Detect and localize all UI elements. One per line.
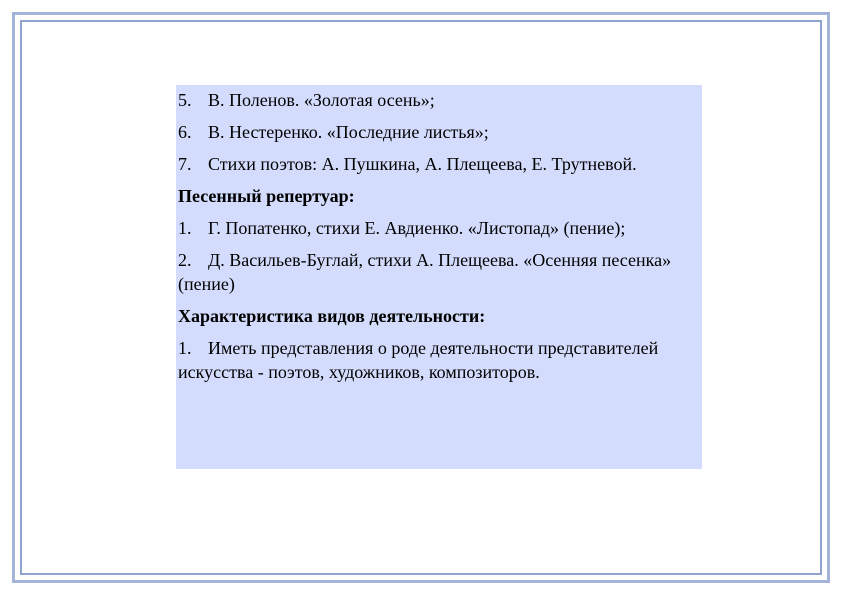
list-item [178,88,699,112]
list-item-text: В. Поленов. «Золотая осень»; [208,90,435,110]
list-item-number: 1. [178,218,192,238]
list-item-number: 7. [178,154,192,174]
list-item-text: Д. Васильев-Буглай, стихи А. Плещеева. «Осенняя песенка» (пение) [178,250,672,294]
list-item-text: Стихи поэтов: А. Пушкина, А. Плещеева, Е. Трутневой. [208,154,637,174]
song-repertoire-heading: Песенный репертуар: [178,186,355,206]
content-text-box [176,85,702,469]
list-item-number: 6. [178,122,192,142]
list-item-text: Иметь представления о роде деятельности представителей искусства - поэтов, художников, композиторов. [178,338,659,382]
list-item [178,336,699,384]
list-item-number: 1. [178,338,192,358]
list-item [178,216,699,240]
activity-heading: Характеристика видов деятельности: [178,306,486,326]
list-item [178,120,699,144]
list-item-number: 5. [178,90,192,110]
list-item [178,248,699,296]
list-item [178,152,699,176]
list-item-number: 2. [178,250,192,270]
list-item-text: Г. Попатенко, стихи Е. Авдиенко. «Листопад» (пение); [208,218,626,238]
list-item-text: В. Нестеренко. «Последние листья»; [208,122,489,142]
